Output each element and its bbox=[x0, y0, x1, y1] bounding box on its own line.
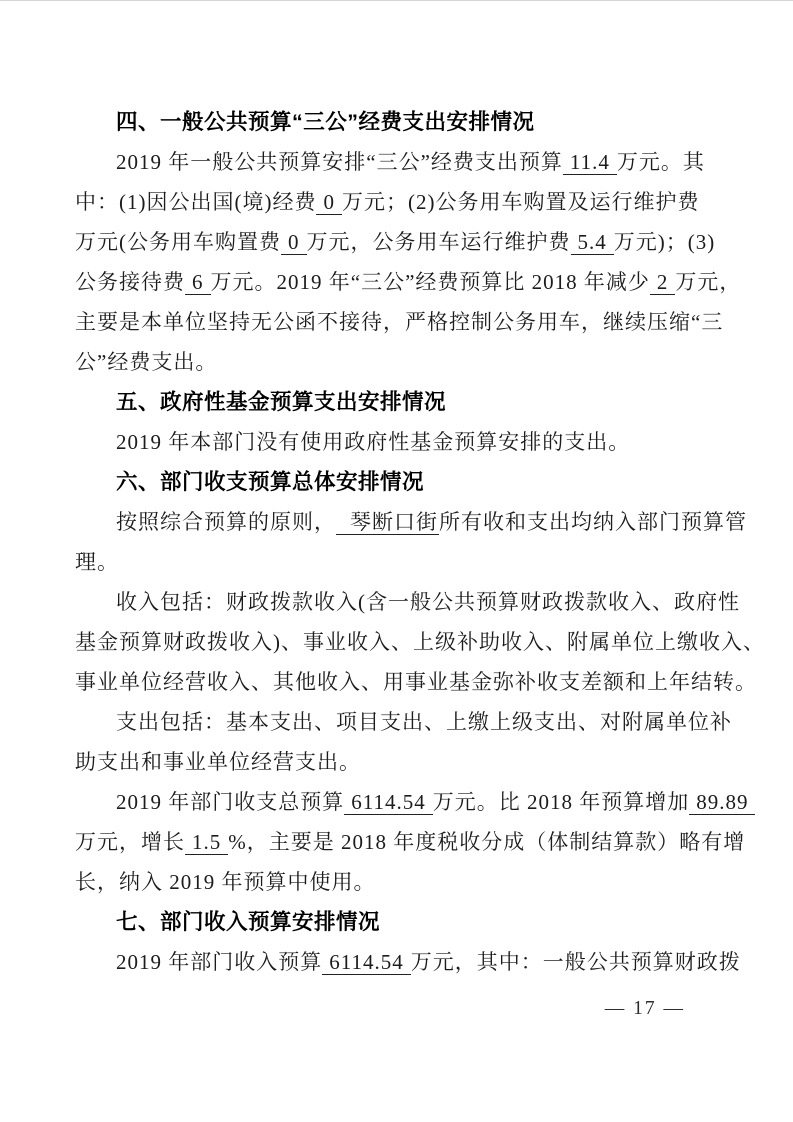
text-run: 万元，公务用车运行维护费 bbox=[306, 230, 571, 254]
text-run: 万元，其中：一般公共预算财政拨 bbox=[410, 950, 741, 974]
text-run: 2019 年一般公共预算安排“三公”经费支出预算 bbox=[116, 150, 563, 174]
section-heading-seven: 七、部门收入预算安排情况 bbox=[116, 910, 381, 934]
paragraph-income-budget bbox=[75, 942, 741, 982]
paragraph-line bbox=[75, 782, 749, 822]
underlined-value: 6114.54 bbox=[322, 950, 410, 975]
section-heading-five: 五、政府性基金预算支出安排情况 bbox=[116, 390, 447, 414]
paragraph-line bbox=[75, 222, 725, 262]
text-run: 中：(1)因公出国(境)经费 bbox=[75, 190, 317, 214]
paragraph-line: 主要是本单位坚持无公函不接待，严格控制公务用车，继续压缩“三 bbox=[75, 310, 724, 334]
paragraph-line: 公”经费支出。 bbox=[75, 350, 218, 374]
text-run: 公务接待费 bbox=[75, 270, 185, 294]
underlined-unit-name: 琴断口街 bbox=[336, 510, 439, 535]
paragraph-line: 基金预算财政拨收入)、事业收入、上级补助收入、附属单位上缴收入、 bbox=[75, 630, 765, 654]
underlined-value: 5.4 bbox=[571, 230, 614, 255]
paragraph-line bbox=[75, 502, 747, 542]
text-run: 万元(公务用车购置费 bbox=[75, 230, 281, 254]
text-run: 按照综合预算的原则， bbox=[116, 510, 336, 534]
paragraph-gov-fund bbox=[75, 422, 725, 462]
paragraph-line: 理。 bbox=[75, 550, 119, 574]
paragraph-line: 收入包括：财政拨款收入(含一般公共预算财政拨款收入、政府性 bbox=[116, 590, 740, 614]
text-run: 万元)；(3) bbox=[613, 230, 716, 254]
underlined-value: 6 bbox=[185, 270, 211, 295]
text-run: 万元。2019 年“三公”经费预算比 2018 年减少 bbox=[210, 270, 650, 294]
paragraph-three-public-funds bbox=[75, 142, 742, 382]
paragraph-line: 支出包括：基本支出、项目支出、上缴上级支出、对附属单位补 bbox=[116, 710, 732, 734]
text-run: 万元。比 2018 年预算增加 bbox=[432, 790, 690, 814]
scan-edge-line bbox=[0, 0, 793, 1]
underlined-value: 2 bbox=[650, 270, 676, 295]
section-heading-four: 四、一般公共预算“三公”经费支出安排情况 bbox=[116, 110, 535, 134]
text-run: 2019 年部门收入预算 bbox=[116, 950, 323, 974]
paragraph-line bbox=[75, 262, 742, 302]
section-heading-six: 六、部门收支预算总体安排情况 bbox=[116, 470, 425, 494]
paragraph-income-includes bbox=[75, 582, 765, 702]
underlined-value: 1.5 bbox=[185, 830, 228, 855]
paragraph-line: 2019 年本部门没有使用政府性基金预算安排的支出。 bbox=[116, 430, 631, 454]
paragraph-line: 助支出和事业单位经营支出。 bbox=[75, 750, 361, 774]
underlined-value: 89.89 bbox=[689, 790, 755, 815]
paragraph-line bbox=[75, 182, 725, 222]
paragraph-total-budget bbox=[75, 782, 749, 902]
underlined-value: 11.4 bbox=[563, 150, 617, 175]
text-run: 万元。其 bbox=[616, 150, 705, 174]
underlined-value: 0 bbox=[316, 190, 342, 215]
text-run: 万元，增长 bbox=[75, 830, 185, 854]
paragraph-expense-includes bbox=[75, 702, 732, 782]
text-run: 万元；(2)公务用车购置及运行维护费 bbox=[341, 190, 700, 214]
page-number: — 17 — bbox=[604, 998, 685, 1019]
paragraph-line bbox=[75, 142, 725, 182]
text-run: 所有收和支出均纳入部门预算管 bbox=[439, 510, 747, 534]
document-body bbox=[75, 102, 765, 982]
text-run: 2019 年部门收支总预算 bbox=[116, 790, 345, 814]
text-run: %，主要是 2018 年度税收分成（体制结算款）略有增 bbox=[228, 830, 746, 854]
text-run: 万元， bbox=[675, 270, 742, 294]
paragraph-budget-principle bbox=[75, 502, 747, 582]
paragraph-line: 事业单位经营收入、其他收入、用事业基金弥补收支差额和上年结转。 bbox=[75, 670, 757, 694]
paragraph-line bbox=[75, 822, 746, 862]
underlined-value: 0 bbox=[281, 230, 307, 255]
paragraph-line bbox=[75, 942, 741, 982]
underlined-value: 6114.54 bbox=[344, 790, 432, 815]
paragraph-line: 长，纳入 2019 年预算中使用。 bbox=[75, 870, 376, 894]
